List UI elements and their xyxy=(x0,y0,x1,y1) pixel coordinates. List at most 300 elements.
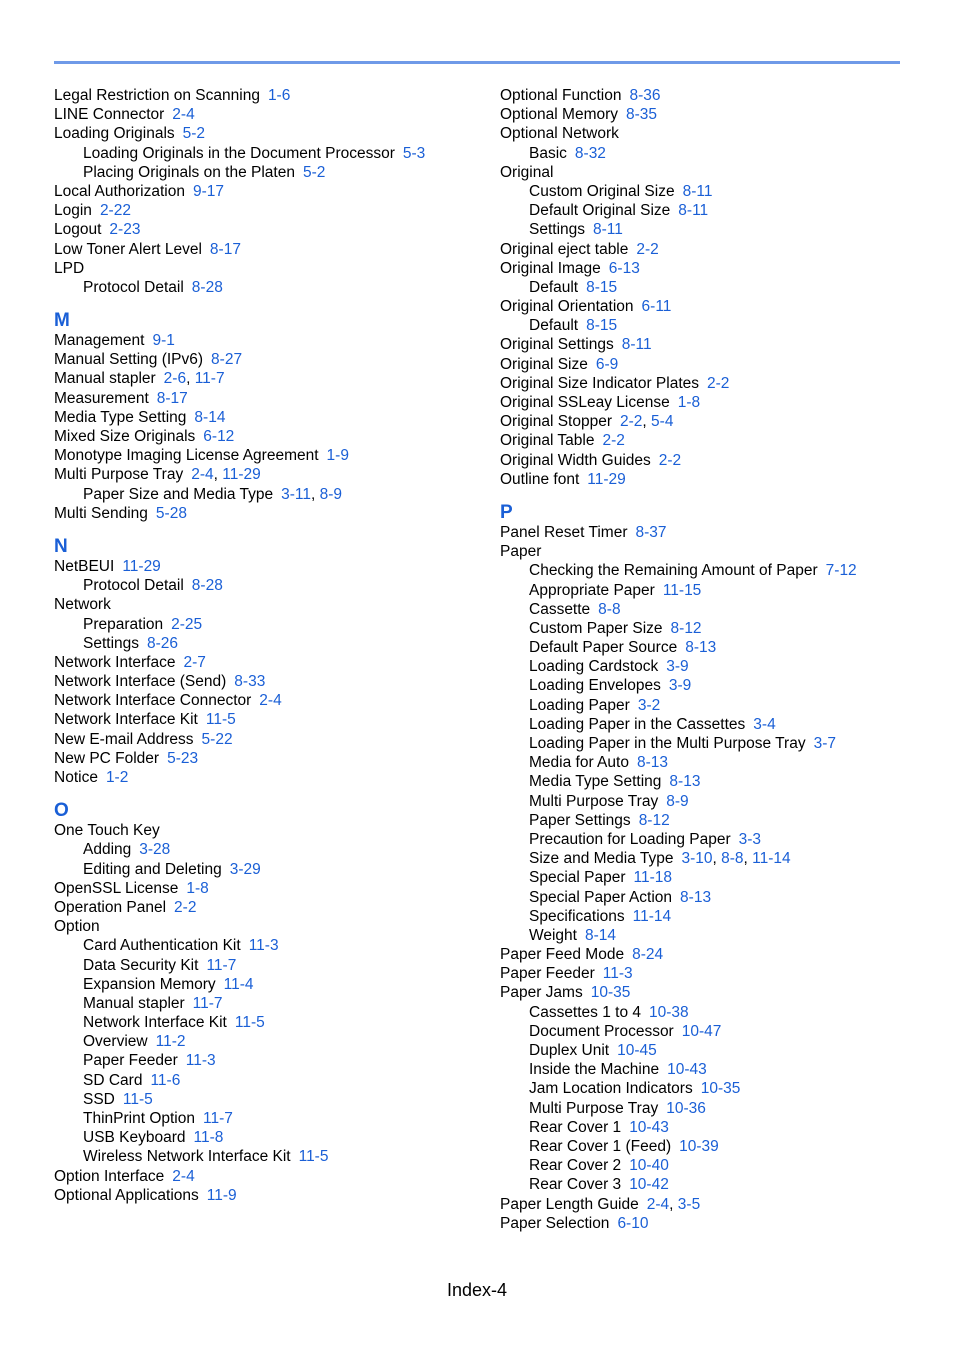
entry-label: Placing Originals on the Platen xyxy=(83,163,295,181)
index-entry xyxy=(54,730,474,749)
page-reference-link[interactable]: 11-29 xyxy=(122,557,161,575)
page-reference-link[interactable]: 3-29 xyxy=(229,860,261,878)
index-entry xyxy=(500,240,920,259)
page-reference-link[interactable]: 2-25 xyxy=(171,615,203,633)
page-reference-link[interactable]: 8-11 xyxy=(682,182,713,200)
page-reference-link[interactable]: 3-9 xyxy=(666,658,689,676)
index-subentry xyxy=(500,1118,920,1137)
entry-label: Manual Setting (IPv6) xyxy=(54,351,204,369)
entry-label: Paper Feed Mode xyxy=(500,946,625,964)
page-reference-link[interactable]: 8-11 xyxy=(593,221,623,239)
index-entry xyxy=(500,374,920,393)
page-reference-link[interactable]: 11-5 xyxy=(122,1090,153,1108)
page-reference-link[interactable]: 9-17 xyxy=(192,182,225,200)
entry-label: Preparation xyxy=(83,615,164,633)
index-entry xyxy=(500,1195,920,1214)
index-entry xyxy=(54,821,474,840)
entry-label: NetBEUI xyxy=(54,557,115,575)
index-subentry xyxy=(500,1022,920,1041)
entry-label: Measurement xyxy=(54,389,149,407)
page-reference-link[interactable]: 10-47 xyxy=(681,1022,722,1040)
index-entry xyxy=(54,691,474,710)
entry-label: Weight xyxy=(529,926,577,944)
index-entry xyxy=(500,163,920,182)
page-reference-link[interactable]: 8-37 xyxy=(635,523,667,541)
entry-label: Paper Feeder xyxy=(83,1052,178,1070)
entry-label: Paper Feeder xyxy=(500,965,595,983)
page-reference-link[interactable]: 10-36 xyxy=(666,1099,706,1117)
page-reference-link[interactable]: 11-3 xyxy=(185,1052,216,1070)
page-reference-link[interactable]: 2-2 xyxy=(602,432,625,450)
index-column-left xyxy=(54,86,474,1205)
entry-label: Card Authentication Kit xyxy=(83,937,241,955)
page-reference-link[interactable]: 5-28 xyxy=(155,504,187,522)
index-subentry xyxy=(500,1060,920,1079)
page-reference-link[interactable]: 2-7 xyxy=(183,653,206,671)
page-reference-link[interactable]: 1-2 xyxy=(105,769,129,786)
index-subentry xyxy=(54,1109,474,1128)
entry-label: Original Settings xyxy=(500,336,614,354)
page-reference-link[interactable]: 11-2 xyxy=(155,1033,186,1051)
page-reference-link[interactable]: 5-2 xyxy=(302,163,326,181)
page-reference-link[interactable]: 3-9 xyxy=(668,677,692,695)
entry-label: Settings xyxy=(83,634,140,652)
index-entry xyxy=(54,595,474,614)
page-reference-link[interactable]: 6-12 xyxy=(203,428,235,445)
page-reference-link[interactable]: 8-26 xyxy=(147,634,179,652)
index-subentry xyxy=(500,888,920,907)
page-reference-link[interactable]: , 11-7 xyxy=(186,370,225,387)
page-reference-link[interactable]: 2-4 xyxy=(646,1195,670,1213)
index-entry xyxy=(54,201,474,220)
entry-label: Original Image xyxy=(500,259,601,277)
page-reference-link[interactable]: 11-6 xyxy=(150,1071,181,1089)
entry-label: Paper Size and Media Type xyxy=(83,485,274,503)
page-reference-link[interactable]: 10-35 xyxy=(700,1080,741,1098)
entry-label: New E-mail Address xyxy=(54,730,194,748)
entry-label: Special Paper xyxy=(529,869,626,887)
index-subentry xyxy=(54,1032,474,1051)
page-reference-link[interactable]: 10-43 xyxy=(667,1061,707,1079)
page-reference-link[interactable]: 10-45 xyxy=(617,1042,657,1059)
entry-label: Rear Cover 2 xyxy=(529,1157,622,1175)
index-subentry xyxy=(54,1128,474,1147)
page-reference-link[interactable]: 8-36 xyxy=(629,87,661,104)
page-reference-link[interactable]: 9-1 xyxy=(152,332,175,350)
page-reference-link[interactable]: , 8-9 xyxy=(311,486,342,503)
entry-label: Management xyxy=(54,332,145,350)
entry-label: Option xyxy=(54,918,100,936)
index-section-o xyxy=(54,800,474,1205)
index-entry xyxy=(54,898,474,917)
entry-label: Size and Media Type xyxy=(529,850,674,868)
entry-label: ThinPrint Option xyxy=(83,1110,195,1127)
page-reference-link[interactable]: 10-35 xyxy=(590,984,631,1002)
entry-label: Local Authorization xyxy=(54,182,185,200)
entry-label: Duplex Unit xyxy=(529,1042,610,1059)
page-reference-link[interactable]: 10-38 xyxy=(649,1003,689,1021)
entry-label: Document Processor xyxy=(529,1022,674,1040)
index-entry xyxy=(500,542,920,561)
page-reference-link[interactable]: 8-14 xyxy=(194,408,226,426)
page-reference-link[interactable]: 11-5 xyxy=(298,1148,329,1166)
page-reference-link[interactable]: 8-27 xyxy=(211,351,243,369)
index-entry xyxy=(54,240,474,259)
page-reference-link[interactable]: 3-10 xyxy=(681,850,713,868)
index-entry xyxy=(500,412,920,431)
page-reference-link[interactable]: 2-2 xyxy=(620,413,643,431)
index-entry xyxy=(54,369,474,388)
entry-label: Loading Paper in the Multi Purpose Tray xyxy=(529,735,806,752)
entry-label: Data Security Kit xyxy=(83,956,199,974)
index-subentry xyxy=(500,926,920,945)
entry-label: Operation Panel xyxy=(54,898,167,916)
index-entry xyxy=(54,408,474,427)
index-subentry xyxy=(500,220,920,239)
entry-label: New PC Folder xyxy=(54,749,160,767)
index-subentry xyxy=(54,163,474,182)
entry-label: Multi Sending xyxy=(54,504,148,522)
index-subentry xyxy=(500,638,920,657)
page-reference-link[interactable]: 8-28 xyxy=(191,278,223,296)
index-entry xyxy=(54,182,474,201)
page-reference-link[interactable]: 11-18 xyxy=(633,869,673,887)
page-number: Index-4 xyxy=(446,1280,508,1300)
index-section-m xyxy=(54,310,474,523)
index-entry xyxy=(54,465,474,484)
page-reference-link[interactable]: 8-12 xyxy=(670,619,702,637)
index-subentry xyxy=(54,860,474,879)
entry-label: Manual stapler xyxy=(54,370,156,388)
entry-label: SSD xyxy=(83,1090,115,1108)
entry-label: Basic xyxy=(529,144,567,162)
index-subentry xyxy=(500,1003,920,1022)
entry-label: Rear Cover 1 xyxy=(529,1118,622,1136)
entry-label: Media Type Setting xyxy=(54,408,187,426)
page-reference-link[interactable]: 11-8 xyxy=(193,1129,224,1147)
entry-label: Network Interface xyxy=(54,653,176,671)
page-reference-link[interactable]: 8-15 xyxy=(586,317,618,335)
entry-label: Default xyxy=(529,278,579,296)
index-subentry xyxy=(54,144,474,163)
index-subentry xyxy=(500,696,920,715)
index-subentry xyxy=(500,830,920,849)
page-reference-link[interactable]: 8-13 xyxy=(636,754,668,772)
entry-label: Optional Network xyxy=(500,125,619,143)
page-reference-link[interactable]: 6-13 xyxy=(608,259,640,277)
index-subentry xyxy=(54,840,474,859)
index-subentry xyxy=(500,715,920,734)
index-subentry xyxy=(500,868,920,887)
index-entry xyxy=(54,86,474,105)
page-reference-link[interactable]: 8-8 xyxy=(598,600,621,618)
page-reference-link[interactable]: 3-28 xyxy=(139,841,171,859)
page-reference-link[interactable]: 3-2 xyxy=(637,696,661,714)
entry-label: Specifications xyxy=(529,907,625,925)
entry-label: Paper Jams xyxy=(500,984,583,1002)
entry-label: One Touch Key xyxy=(54,822,160,840)
page-reference-link[interactable]: 8-17 xyxy=(209,240,241,258)
page-reference-link[interactable]: 8-13 xyxy=(685,639,717,657)
page-reference-link[interactable]: 8-12 xyxy=(638,811,670,829)
index-entry xyxy=(54,768,474,787)
page-reference-link[interactable]: 3-3 xyxy=(738,830,762,848)
page-reference-link[interactable]: 2-2 xyxy=(174,898,197,916)
entry-label: Media for Auto xyxy=(529,754,629,772)
index-entry xyxy=(500,105,920,124)
page-reference-link[interactable]: 5-3 xyxy=(402,144,426,162)
entry-label: Monotype Imaging License Agreement xyxy=(54,447,319,465)
index-subentry xyxy=(54,1051,474,1070)
page-reference-link[interactable]: 6-11 xyxy=(641,298,672,316)
page-reference-link[interactable]: 5-23 xyxy=(167,749,199,767)
entry-label: Wireless Network Interface Kit xyxy=(83,1148,291,1166)
index-entry xyxy=(500,451,920,470)
page-reference-link[interactable]: 2-4 xyxy=(172,1167,195,1185)
page-reference-link[interactable]: 11-4 xyxy=(223,975,254,993)
page-reference-link[interactable]: 11-29 xyxy=(587,470,626,488)
page-reference-link[interactable]: , 11-29 xyxy=(214,466,261,483)
entry-label: Default Paper Source xyxy=(529,639,678,657)
entry-label: Original Width Guides xyxy=(500,451,651,469)
entry-label: Paper Selection xyxy=(500,1214,610,1232)
index-subentry xyxy=(500,1175,920,1194)
page-reference-link[interactable]: 3-4 xyxy=(753,715,776,733)
entry-label: Manual stapler xyxy=(83,994,185,1012)
index-subentry xyxy=(500,278,920,297)
entry-label: Original eject table xyxy=(500,240,629,258)
page-reference-link[interactable]: 8-11 xyxy=(678,202,709,220)
index-subentry xyxy=(54,1090,474,1109)
index-entry xyxy=(54,917,474,936)
page-reference-link[interactable]: 8-28 xyxy=(191,577,223,595)
page-reference-link[interactable]: 5-2 xyxy=(182,125,206,143)
entry-label: Expansion Memory xyxy=(83,975,216,993)
index-entry xyxy=(500,964,920,983)
section-letter-heading: O xyxy=(54,800,69,822)
index-subentry xyxy=(500,849,920,868)
entry-label: Legal Restriction on Scanning xyxy=(54,87,260,104)
index-entry xyxy=(500,355,920,374)
entry-label: Original SSLeay License xyxy=(500,394,670,411)
page-reference-link[interactable]: 8-11 xyxy=(621,336,652,354)
index-subentry xyxy=(54,485,474,504)
entry-label: LINE Connector xyxy=(54,106,165,124)
entry-label: USB Keyboard xyxy=(83,1129,186,1147)
index-subentry xyxy=(500,907,920,926)
page-reference-link[interactable]: 2-23 xyxy=(109,221,141,239)
page-reference-link[interactable]: 11-3 xyxy=(602,965,633,983)
page-reference-link[interactable]: 3-11 xyxy=(281,485,312,503)
entry-label: Logout xyxy=(54,221,102,239)
index-subentry xyxy=(500,1099,920,1118)
entry-label: Optional Applications xyxy=(54,1186,199,1204)
entry-label: Custom Original Size xyxy=(529,182,675,200)
page-reference-link[interactable]: 11-3 xyxy=(248,937,279,955)
index-subentry xyxy=(54,1013,474,1032)
page-reference-link[interactable]: 10-42 xyxy=(629,1176,669,1194)
entry-label: Original Stopper xyxy=(500,413,613,431)
page-reference-link[interactable]: 10-40 xyxy=(629,1157,669,1175)
index-entry xyxy=(54,105,474,124)
index-subentry xyxy=(500,1156,920,1175)
index-entry xyxy=(500,983,920,1002)
entry-label: Mixed Size Originals xyxy=(54,428,196,445)
page-reference-link[interactable]: 11-9 xyxy=(206,1186,237,1204)
page-reference-link[interactable]: 11-7 xyxy=(203,1110,233,1127)
entry-label: Original Size xyxy=(500,355,588,373)
entry-label: Paper Length Guide xyxy=(500,1195,639,1213)
index-column-right xyxy=(500,86,920,1233)
index-entry xyxy=(500,945,920,964)
entry-label: Protocol Detail xyxy=(83,577,184,595)
index-subentry xyxy=(500,600,920,619)
index-entry xyxy=(54,389,474,408)
entry-label: Default xyxy=(529,317,579,335)
page-reference-link[interactable]: 2-6 xyxy=(163,370,187,388)
page-reference-link[interactable]: 2-2 xyxy=(707,374,730,392)
entry-label: Option Interface xyxy=(54,1167,165,1185)
page-reference-link[interactable]: 11-15 xyxy=(662,581,702,599)
page-reference-link[interactable]: , 11-14 xyxy=(744,850,791,867)
index-entry xyxy=(500,335,920,354)
entry-label: Editing and Deleting xyxy=(83,860,222,878)
index-subentry xyxy=(500,792,920,811)
index-subentry xyxy=(54,994,474,1013)
index-entry xyxy=(54,220,474,239)
index-entry xyxy=(500,1214,920,1233)
index-entry xyxy=(54,259,474,278)
entry-label: Multi Purpose Tray xyxy=(529,1099,659,1117)
index-entry xyxy=(54,557,474,576)
section-letter-heading: P xyxy=(500,501,513,523)
page-reference-link[interactable]: 1-8 xyxy=(186,879,209,897)
index-subentry xyxy=(54,956,474,975)
index-entry xyxy=(54,749,474,768)
page-reference-link[interactable]: 11-7 xyxy=(206,956,237,974)
index-subentry xyxy=(500,772,920,791)
index-entry xyxy=(54,653,474,672)
index-section-continued xyxy=(500,86,920,489)
index-entry xyxy=(54,1167,474,1186)
entry-label: Optional Function xyxy=(500,87,622,104)
page-reference-link[interactable]: 6-9 xyxy=(595,355,619,373)
entry-label: Network Interface Kit xyxy=(54,711,198,729)
page-reference-link[interactable]: 8-24 xyxy=(632,946,664,964)
index-entry xyxy=(54,124,474,143)
page-reference-link[interactable]: 10-43 xyxy=(629,1118,669,1136)
entry-label: Inside the Machine xyxy=(529,1061,660,1079)
page-reference-link[interactable]: 8-13 xyxy=(669,773,701,791)
page-reference-link[interactable]: 11-7 xyxy=(192,994,223,1012)
page-reference-link[interactable]: 11-14 xyxy=(632,907,672,925)
page-reference-link[interactable]: 3-7 xyxy=(813,735,836,752)
entry-label: Login xyxy=(54,202,92,220)
index-entry xyxy=(54,331,474,350)
entry-label: OpenSSL License xyxy=(54,879,179,897)
entry-label: Overview xyxy=(83,1033,148,1051)
entry-label: Multi Purpose Tray xyxy=(54,466,184,484)
index-subentry xyxy=(54,615,474,634)
index-subentry xyxy=(54,634,474,653)
page-reference-link[interactable]: , 3-5 xyxy=(669,1196,700,1213)
index-subentry xyxy=(500,676,920,695)
page-reference-link[interactable]: 6-10 xyxy=(617,1214,649,1232)
page-reference-link[interactable]: 10-39 xyxy=(679,1137,719,1155)
entry-label: Custom Paper Size xyxy=(529,619,663,637)
page-reference-link[interactable]: , 5-4 xyxy=(642,413,673,430)
page-reference-link[interactable]: 8-35 xyxy=(626,106,658,124)
index-entry xyxy=(54,446,474,465)
page-reference-link[interactable]: 11-5 xyxy=(205,711,236,729)
page-reference-link[interactable]: 8-32 xyxy=(574,144,606,162)
entry-label: Loading Originals xyxy=(54,125,175,143)
entry-label: Adding xyxy=(83,841,132,859)
page-reference-link[interactable]: 5-22 xyxy=(201,730,233,748)
page-reference-link[interactable]: 8-33 xyxy=(234,673,266,691)
entry-label: Settings xyxy=(529,221,586,239)
entry-label: Rear Cover 1 (Feed) xyxy=(529,1137,672,1155)
index-entry xyxy=(500,297,920,316)
index-subentry xyxy=(500,561,920,580)
entry-label: Network Interface (Send) xyxy=(54,673,227,691)
index-section-n xyxy=(54,536,474,787)
page-reference-link[interactable]: 7-12 xyxy=(825,562,857,580)
page-reference-link[interactable]: 11-5 xyxy=(234,1014,265,1032)
page-reference-link[interactable]: 2-22 xyxy=(99,202,131,220)
header-rule xyxy=(54,61,900,64)
index-subentry xyxy=(500,1137,920,1156)
page-reference-link[interactable]: 2-4 xyxy=(191,466,214,484)
section-letter-heading: M xyxy=(54,310,70,332)
index-subentry xyxy=(500,144,920,163)
entry-label: Low Toner Alert Level xyxy=(54,240,202,258)
index-subentry xyxy=(54,936,474,955)
page-reference-link[interactable]: 8-13 xyxy=(680,888,712,906)
index-subentry xyxy=(500,657,920,676)
index-entry xyxy=(500,393,920,412)
index-subentry xyxy=(500,316,920,335)
index-entry xyxy=(500,431,920,450)
page-reference-link[interactable]: , 8-8 xyxy=(713,850,744,867)
entry-label: Jam Location Indicators xyxy=(529,1080,693,1098)
index-entry xyxy=(500,259,920,278)
page-reference-link[interactable]: 8-9 xyxy=(666,792,689,810)
page-reference-link[interactable]: 1-6 xyxy=(267,87,291,104)
index-section-continued xyxy=(54,86,474,297)
index-subentry xyxy=(500,1041,920,1060)
page-reference-link[interactable]: 2-4 xyxy=(172,106,195,124)
entry-label: Loading Paper xyxy=(529,696,630,714)
page-reference-link[interactable]: 2-2 xyxy=(658,451,682,469)
page-reference-link[interactable]: 2-4 xyxy=(259,692,282,710)
entry-label: Paper xyxy=(500,543,542,561)
index-subentry xyxy=(54,975,474,994)
entry-label: LPD xyxy=(54,259,85,277)
entry-label: Original xyxy=(500,163,554,181)
page-reference-link[interactable]: 2-2 xyxy=(636,240,659,258)
entry-label: Loading Cardstock xyxy=(529,658,659,676)
entry-label: Network Interface Connector xyxy=(54,692,252,710)
page-reference-link[interactable]: 8-14 xyxy=(584,926,616,944)
page-reference-link[interactable]: 8-15 xyxy=(586,278,618,296)
page-reference-link[interactable]: 1-8 xyxy=(677,394,701,411)
page-reference-link[interactable]: 8-17 xyxy=(156,389,188,407)
page-reference-link[interactable]: 1-9 xyxy=(326,447,349,465)
entry-label: Panel Reset Timer xyxy=(500,523,628,541)
entry-label: Loading Originals in the Document Processor xyxy=(83,144,395,162)
index-entry xyxy=(500,470,920,489)
